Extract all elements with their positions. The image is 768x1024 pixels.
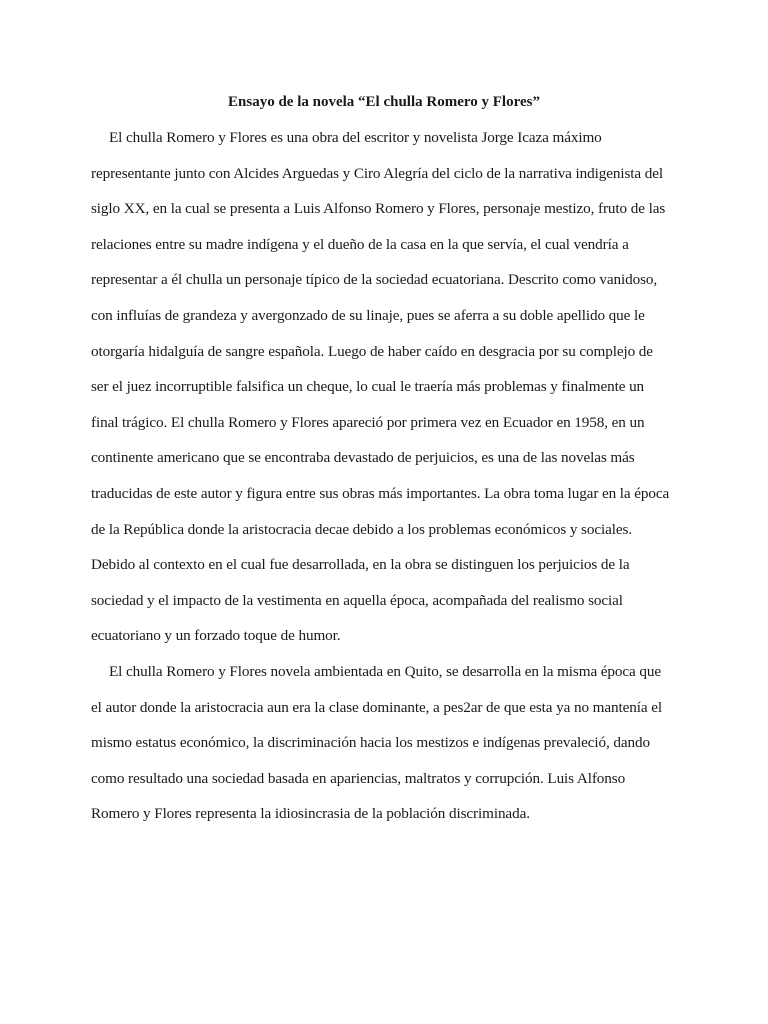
paragraph-line: ser el juez incorruptible falsifica un cheque, lo cual le traería más problemas y finalmente un: [91, 378, 645, 396]
paragraph-line: mismo estatus económico, la discriminación hacia los mestizos e indígenas prevaleció, dando: [91, 734, 651, 752]
paragraph-line: El chulla Romero y Flores es una obra del escritor y novelista Jorge Icaza máximo: [109, 129, 602, 146]
paragraph-line: traducidas de este autor y figura entre sus obras más importantes. La obra toma lugar en la época: [91, 485, 670, 502]
paragraph-line: relaciones entre su madre indígena y el dueño de la casa en la que servía, el cual vendría a: [91, 235, 629, 253]
paragraph-line: Romero y Flores representa la idiosincrasia de la población discriminada.: [91, 805, 530, 823]
essay-title: Ensayo de la novela “El chulla Romero y Flores”: [228, 94, 540, 110]
paragraph-line: ecuatoriano y un forzado toque de humor.: [91, 627, 341, 645]
paragraph-line: siglo XX, en la cual se presenta a Luis Alfonso Romero y Flores, personaje mestizo, fruto de las: [91, 200, 666, 218]
paragraph-line: otorgaría hidalguía de sangre española. Luego de haber caído en desgracia por su complejo de: [91, 342, 653, 360]
paragraph-line: como resultado una sociedad basada en apariencias, maltratos y corrupción. Luis Alfonso: [91, 769, 626, 787]
paragraph-line: continente americano que se encontraba devastado de perjuicios, es una de las novelas más: [91, 449, 635, 467]
paragraph-line: representante junto con Alcides Arguedas y Ciro Alegría del ciclo de la narrativa indigenista del: [91, 164, 664, 182]
paragraph-line: de la República donde la aristocracia decae debido a los problemas económicos y sociales.: [91, 520, 633, 538]
paragraph-line: el autor donde la aristocracia aun era la clase dominante, a pes2ar de que esta ya no mantenía el: [91, 698, 662, 716]
paragraph-line: final trágico. El chulla Romero y Flores apareció por primera vez en Ecuador en 1958, en un: [91, 413, 645, 431]
paragraph-line: Debido al contexto en el cual fue desarrollada, en la obra se distinguen los perjuicios de la: [91, 556, 630, 574]
paragraph-line: sociedad y el impacto de la vestimenta en aquella época, acompañada del realismo social: [91, 591, 623, 609]
paragraph-line: El chulla Romero y Flores novela ambientada en Quito, se desarrolla en la misma época que: [109, 663, 662, 680]
paragraph-line: representar a él chulla un personaje típico de la sociedad ecuatoriana. Descrito como vanidoso,: [91, 271, 658, 289]
paragraph-line: con influías de grandeza y avergonzado de su linaje, pues se aferra a su doble apellido que le: [91, 307, 645, 324]
